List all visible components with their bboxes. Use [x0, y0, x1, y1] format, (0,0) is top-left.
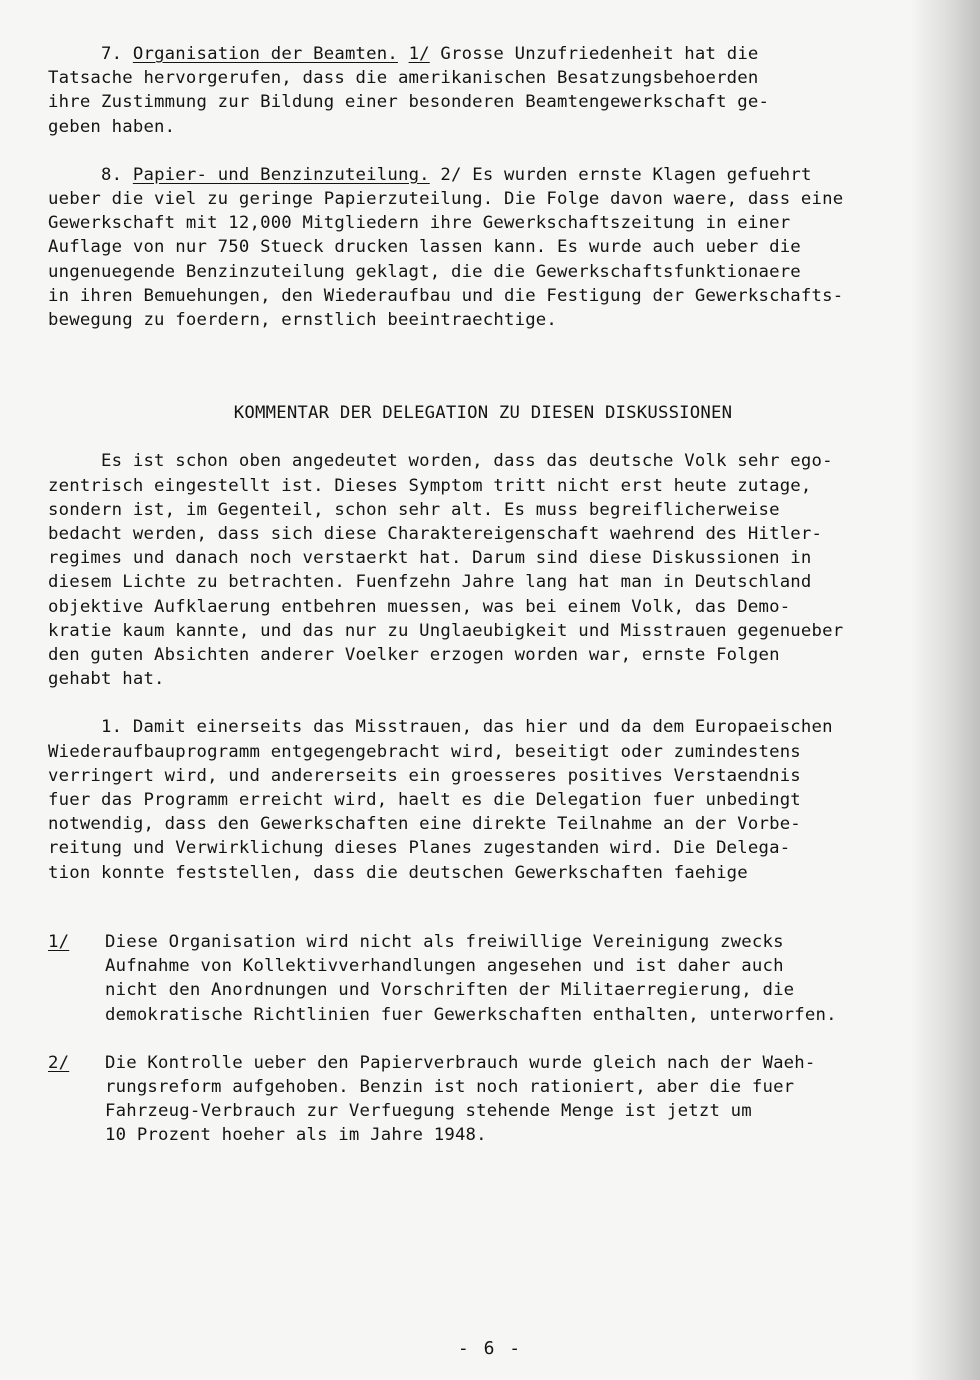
footnote-ref-1: 1/	[408, 44, 430, 64]
commentary-heading: KOMMENTAR DER DELEGATION ZU DIESEN DISKUSSIONEN	[233, 403, 733, 424]
footnote-2-mark: 2/	[48, 1052, 70, 1073]
text-line: Es wurden ernste Klagen gefuehrt	[461, 164, 812, 185]
text-line: Grosse Unzufriedenheit hat die	[429, 44, 759, 64]
footnote-2	[48, 1051, 948, 1148]
document-body	[48, 42, 948, 1148]
text-line: ueber die viel zu geringe Papierzuteilung. Die Folge davon waere, dass eine	[48, 189, 844, 210]
footnote-1-text	[105, 930, 837, 1027]
indent	[48, 165, 101, 185]
footnote-1-mark: 1/	[48, 931, 70, 952]
section-7	[48, 42, 948, 139]
text-line: Aufnahme von Kollektivverhandlungen angesehen und ist daher auch	[105, 956, 784, 977]
footnote-1	[48, 930, 948, 1027]
text-line: diesem Lichte zu betrachten. Fuenfzehn Jahre lang hat man in Deutschland	[48, 572, 812, 593]
text-line: demokratische Richtlinien fuer Gewerkschaften enthalten, unterworfen.	[105, 1004, 837, 1025]
text-line: zentrisch eingestellt ist. Dieses Symptom tritt nicht erst heute zutage,	[48, 475, 812, 496]
text-line: objektive Aufklaerung entbehren muessen, was bei einem Volk, das Demo-	[48, 596, 791, 617]
section-8-number: 8.	[101, 164, 123, 185]
text-line: Tatsache hervorgerufen, dass die amerikanischen Besatzungsbehoerden	[48, 68, 759, 89]
text-line: Fahrzeug-Verbrauch zur Verfuegung stehende Menge ist jetzt um	[105, 1101, 752, 1122]
section-8-heading: Papier- und Benzinzuteilung.	[132, 164, 430, 185]
text-line: rungsreform aufgehoben. Benzin ist noch rationiert, aber die fuer	[105, 1076, 795, 1097]
text-line: nicht den Anordnungen und Vorschriften der Militaerregierung, die	[105, 980, 795, 1001]
text-line: in ihren Bemuehungen, den Wiederaufbau und die Festigung der Gewerkschafts-	[48, 285, 844, 306]
footnote-ref-2: 2/	[440, 164, 462, 185]
text-line: bedacht werden, dass sich diese Charaktereigenschaft waehrend des Hitler-	[48, 524, 823, 545]
text-line: Auflage von nur 750 Stueck drucken lassen kann. Es wurde auch ueber die	[48, 237, 801, 258]
text-line: verringert wird, und andererseits ein groesseres positives Verstaendnis	[48, 765, 801, 786]
text-line: gehabt hat.	[48, 669, 165, 690]
text-line: regimes und danach noch verstaerkt hat. Darum sind diese Diskussionen in	[48, 548, 812, 569]
page-number: - 6 -	[457, 1338, 523, 1359]
text-line: geben haben.	[48, 116, 176, 137]
section-7-heading: Organisation der Beamten.	[132, 44, 398, 64]
text-line: den guten Absichten anderer Voelker erzogen worden war, ernste Folgen	[48, 645, 780, 666]
text-line: ungenuegende Benzinzuteilung geklagt, die die Gewerkschaftsfunktionaere	[48, 261, 801, 282]
text-line: bewegung zu foerdern, ernstlich beeintraechtige.	[48, 310, 558, 331]
commentary-point-1	[48, 715, 948, 884]
text-line: notwendig, dass den Gewerkschaften eine direkte Teilnahme an der Vorbe-	[48, 814, 801, 835]
commentary-intro	[48, 449, 948, 691]
text-line: Es ist schon oben angedeutet worden, dass das deutsche Volk sehr ego-	[48, 451, 833, 472]
text-line: Diese Organisation wird nicht als freiwillige Vereinigung zwecks	[105, 931, 784, 952]
text-line: sondern ist, im Gegenteil, schon sehr alt. Es muss begreiflicherweise	[48, 499, 780, 520]
footnote-2-text	[105, 1051, 815, 1148]
indent	[48, 44, 101, 64]
text-line: 1. Damit einerseits das Misstrauen, das hier und da dem Europaeischen	[48, 717, 833, 738]
section-8	[48, 163, 948, 332]
text-line: reitung und Verwirklichung dieses Planes zugestanden wird. Die Delega-	[48, 838, 791, 859]
text-line: kratie kaum kannte, und das nur zu Unglaeubigkeit und Misstrauen gegenueber	[48, 620, 844, 641]
text-line: 10 Prozent hoeher als im Jahre 1948.	[105, 1125, 487, 1146]
text-line: Gewerkschaft mit 12,000 Mitgliedern ihre Gewerkschaftszeitung in einer	[48, 213, 791, 234]
section-7-number: 7.	[101, 44, 123, 64]
text-line: ihre Zustimmung zur Bildung einer besonderen Beamtengewerkschaft ge-	[48, 92, 770, 113]
text-line: Wiederaufbauprogramm entgegengebracht wird, beseitigt oder zumindestens	[48, 741, 801, 762]
text-line: fuer das Programm erreicht wird, haelt es die Delegation fuer unbedingt	[48, 790, 801, 811]
text-line: Die Kontrolle ueber den Papierverbrauch wurde gleich nach der Waeh-	[105, 1052, 816, 1073]
text-line: tion konnte feststellen, dass die deutschen Gewerkschaften faehige	[48, 862, 748, 883]
